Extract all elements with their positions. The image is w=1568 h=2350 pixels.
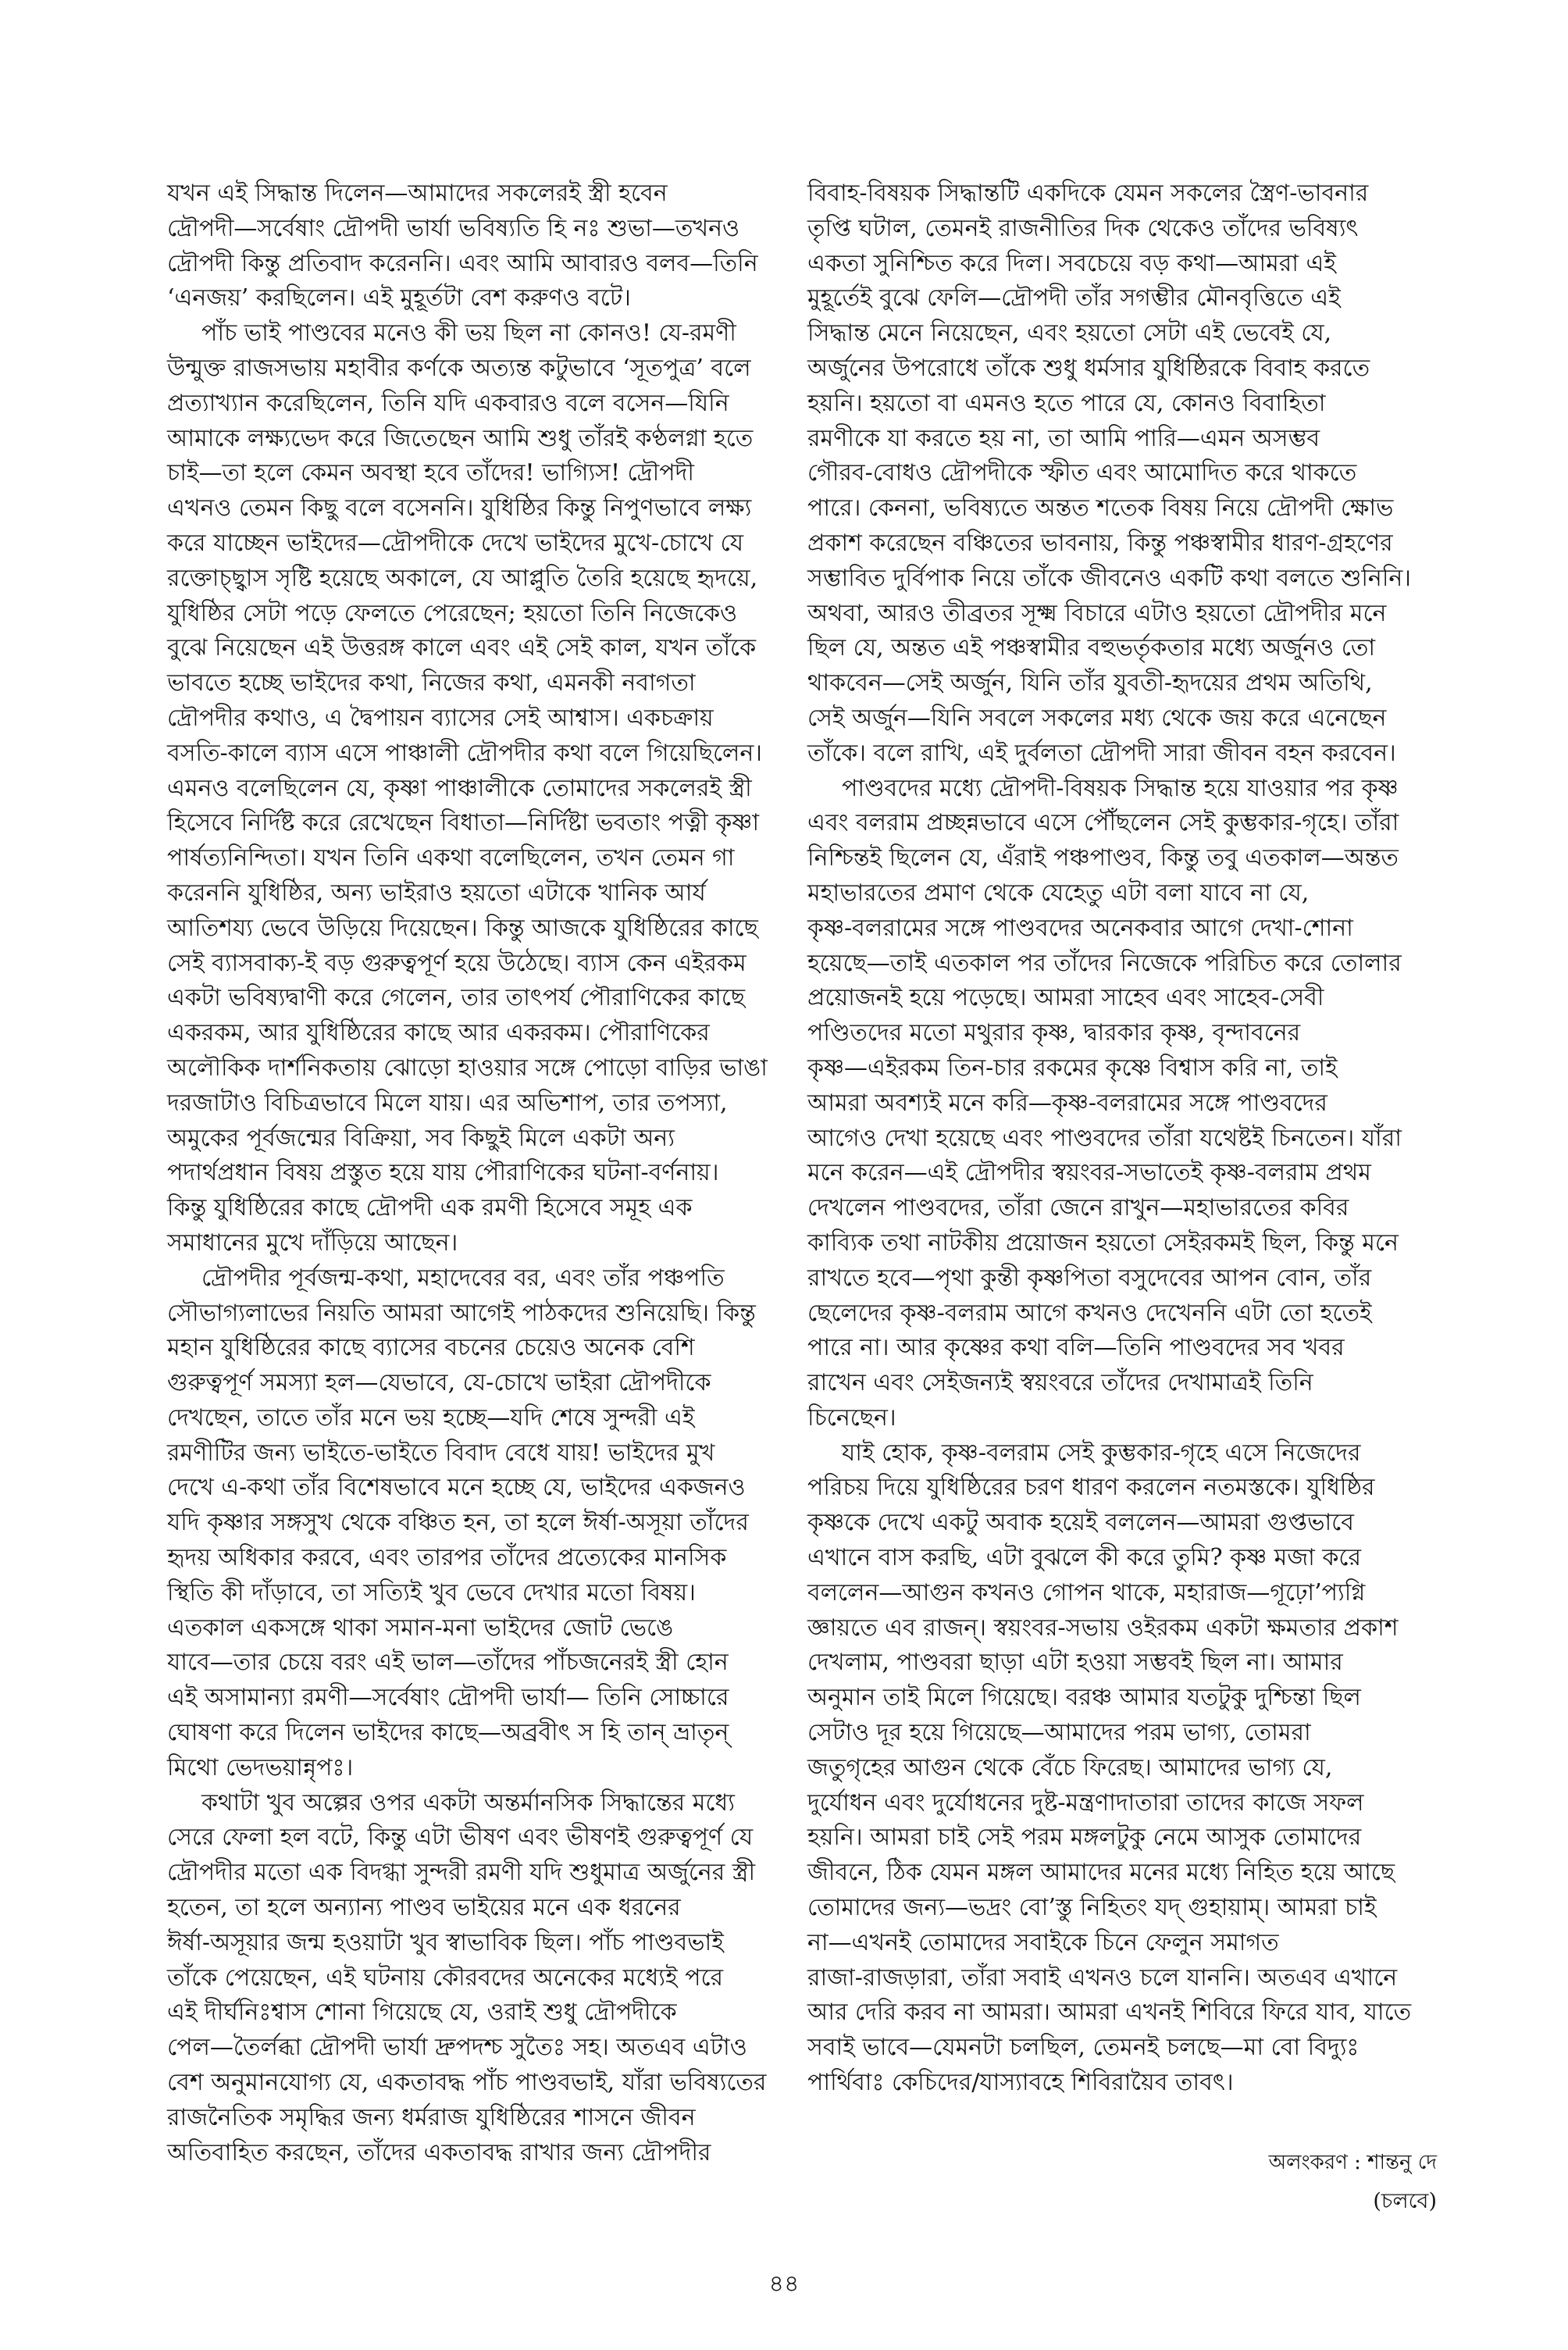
text-line: যুধিষ্ঠির সেটা পড়ে ফেলতে পেরেছেন; হয়তো তিনি নিজেকেও bbox=[167, 599, 738, 627]
text-line: প্রকাশ করেছেন বঞ্চিতের ভাবনায়, কিন্তু পঞ্চস্বামীর ধারণ-গ্রহণের bbox=[807, 529, 1393, 557]
text-line: কৃষ্ণ-বলরামের সঙ্গে পাণ্ডবদের অনেকবার আগে দেখা-শোনা bbox=[807, 914, 1353, 942]
text-line: হয়নি। আমরা চাই সেই পরম মঙ্গলটুকু নেমে আসুক তোমাদের bbox=[807, 1824, 1362, 1852]
text-line: এই অসামান্যা রমণী—সর্বেষাং দ্রৌপদী ভার্যা— তিনি সোচ্চারে bbox=[167, 1684, 729, 1712]
text-line: এই দীর্ঘনিঃশ্বাস শোনা গিয়েছে যে, ওরাই শুধু দ্রৌপদীকে bbox=[167, 1999, 677, 2027]
text-line: আর দেরি করব না আমরা। আমরা এখনই শিবিরে ফিরে যাব, যাতে bbox=[807, 1999, 1412, 2027]
text-line: কৃষ্ণকে দেখে একটু অবাক হয়েই বললেন—আমরা গুপ্তভাবে bbox=[807, 1509, 1354, 1537]
text-line: অলৌকিক দার্শনিকতায় ঝোড়ো হাওয়ার সঙ্গে পোড়ো বাড়ির ভাঙা bbox=[167, 1054, 768, 1082]
text-line: দ্রৌপদীর পূর্বজন্ম-কথা, মহাদেবের বর, এবং তাঁর পঞ্চপতি bbox=[201, 1264, 725, 1292]
text-line: একরকম, আর যুধিষ্ঠিরের কাছে আর একরকম। পৌরাণিকের bbox=[167, 1019, 710, 1047]
text-line: একতা সুনিশ্চিত করে দিল। সবচেয়ে বড় কথা—আমরা এই bbox=[807, 249, 1336, 277]
text-line: বেশ অনুমানযোগ্য যে, একতাবদ্ধ পাঁচ পাণ্ডবভাই, যাঁরা ভবিষ্যতের bbox=[167, 2069, 767, 2097]
text-line: বিবাহ-বিষয়ক সিদ্ধান্তটি একদিকে যেমন সকলের স্ত্রৈণ-ভাবনার bbox=[807, 180, 1369, 207]
text-line: অথবা, আরও তীব্রতর সূক্ষ্ম বিচারে এটাও হয়তো দ্রৌপদীর মনে bbox=[807, 599, 1387, 627]
text-line: অতিবাহিত করছেন, তাঁদের একতাবদ্ধ রাখার জন্য দ্রৌপদীর bbox=[167, 2138, 711, 2166]
text-line: জ্ঞায়তে এব রাজন্। স্বয়ংবর-সভায় ওইরকম একটা ক্ষমতার প্রকাশ bbox=[807, 1614, 1399, 1642]
text-line: ঘোষণা করে দিলেন ভাইদের কাছে—অব্রবীৎ স হি তান্ ভ্রাতৃন্ bbox=[167, 1719, 729, 1747]
text-line: অর্জুনের উপরোধে তাঁকে শুধু ধর্মসার যুধিষ্ঠিরকে বিবাহ করতে bbox=[807, 354, 1370, 382]
text-line: এখনও তেমন কিছু বলে বসেননি। যুধিষ্ঠির কিন্তু নিপুণভাবে লক্ষ্য bbox=[167, 494, 752, 522]
text-line: কাব্যিক তথা নাটকীয় প্রয়োজন হয়তো সেইরকমই ছিল, কিন্তু মনে bbox=[807, 1228, 1399, 1257]
text-line: সেটাও দূর হয়ে গিয়েছে—আমাদের পরম ভাগ্য, তোমরা bbox=[807, 1719, 1311, 1747]
text-line: করেননি যুধিষ্ঠির, অন্য ভাইরাও হয়তো এটাকে খানিক আর্য bbox=[167, 879, 706, 907]
text-line: কিন্তু যুধিষ্ঠিরের কাছে দ্রৌপদী এক রমণী হিসেবে সমূহ এক bbox=[167, 1194, 693, 1222]
illustration-credit: অলংকরণ : শান্তনু দে bbox=[1268, 2151, 1437, 2174]
text-line: কথাটা খুব অল্পের ওপর একটা অন্তর্মানসিক সিদ্ধান্তের মধ্যে bbox=[201, 1788, 735, 1817]
text-line: ছিল যে, অন্তত এই পঞ্চস্বামীর বহুভর্তৃকতার মধ্যে অর্জুনও তো bbox=[807, 634, 1376, 662]
text-line: হয়েছে—তাই এতকাল পর তাঁদের নিজেকে পরিচিত করে তোলার bbox=[807, 949, 1402, 977]
text-line: পদার্থপ্রধান বিষয় প্রস্তুত হয়ে যায় পৌরাণিকের ঘটনা-বর্ণনায়। bbox=[167, 1159, 719, 1187]
text-line: দ্রৌপদী—সর্বেষাং দ্রৌপদী ভার্যা ভবিষ্যতি হি নঃ শুভা—তখনও bbox=[167, 214, 740, 242]
paragraph bbox=[167, 316, 807, 1261]
text-line: রমণীকে যা করতে হয় না, তা আমি পারি—এমন অসম্ভব bbox=[807, 424, 1320, 452]
text-column-right bbox=[807, 177, 1448, 2101]
text-line: জীবনে, ঠিক যেমন মঙ্গল আমাদের মনের মধ্যে নিহিত হয়ে আছে bbox=[807, 1859, 1395, 1887]
paragraph bbox=[167, 1261, 807, 1786]
text-line: পারে। কেননা, ভবিষ্যতে অন্তত শতেক বিষয় নিয়ে দ্রৌপদী ক্ষোভ bbox=[807, 494, 1394, 522]
text-line: হয়নি। হয়তো বা এমনও হতে পারে যে, কোনও বিবাহিতা bbox=[807, 389, 1326, 417]
text-line: রক্তোচ্ছ্বাস সৃষ্টি হয়েছে অকালে, যে আপ্লুতি তৈরি হয়েছে হৃদয়ে, bbox=[167, 564, 758, 592]
text-line: তোমাদের জন্য—ভদ্রং বো’স্তু নিহিতং যদ্ গুহায়াম্। আমরা চাই bbox=[807, 1894, 1377, 1922]
text-line: সম্ভাবিত দুর্বিপাক নিয়ে তাঁকে জীবনেও একটি কথা বলতে শুনিনি। bbox=[807, 564, 1412, 592]
text-line: যদি কৃষ্ণার সঙ্গসুখ থেকে বঞ্চিত হন, তা হলে ঈর্ষা-অসূয়া তাঁদের bbox=[167, 1509, 749, 1537]
text-line: পার্ষত্যনিন্দিতা। যখন তিনি একথা বলেছিলেন, তখন তেমন গা bbox=[167, 844, 735, 872]
text-line: চিনেছেন। bbox=[807, 1403, 896, 1432]
text-line: কৃষ্ণ—এইরকম তিন-চার রকমের কৃষ্ণে বিশ্বাস করি না, তাই bbox=[807, 1054, 1338, 1082]
text-line: মিথো ভেদভয়ান্নৃপঃ। bbox=[167, 1753, 354, 1781]
text-line: হৃদয় অধিকার করবে, এবং তারপর তাঁদের প্রত্যেকের মানসিক bbox=[167, 1544, 727, 1572]
text-column-left bbox=[167, 177, 807, 2170]
text-line: দুর্যোধন এবং দুর্যোধনের দুষ্ট-মন্ত্রণাদাতারা তাদের কাজে সফল bbox=[807, 1788, 1364, 1817]
text-line: রাখতে হবে—পৃথা কুন্তী কৃষ্ণপিতা বসুদেবের আপন বোন, তাঁর bbox=[807, 1264, 1372, 1292]
text-line: থাকবেন—সেই অর্জুন, যিনি তাঁর যুবতী-হৃদয়ের প্রথম অতিথি, bbox=[807, 669, 1373, 697]
text-line: মনে করেন—এই দ্রৌপদীর স্বয়ংবর-সভাতেই কৃষ্ণ-বলরাম প্রথম bbox=[807, 1159, 1371, 1187]
text-line: দেখলেন পাণ্ডবদের, তাঁরা জেনে রাখুন—মহাভারতের কবির bbox=[807, 1194, 1349, 1222]
text-line: তাঁকে। বলে রাখি, এই দুর্বলতা দ্রৌপদী সারা জীবন বহন করবেন। bbox=[807, 739, 1396, 767]
text-line: রমণীটির জন্য ভাইতে-ভাইতে বিবাদ বেধে যায়! ভাইদের মুখ bbox=[167, 1439, 715, 1467]
text-line: না—এখনই তোমাদের সবাইকে চিনে ফেলুন সমাগত bbox=[807, 1928, 1279, 1956]
text-line: সিদ্ধান্ত মেনে নিয়েছেন, এবং হয়তো সেটা এই ভেবেই যে, bbox=[807, 319, 1332, 348]
text-line: এখানে বাস করছি, এটা বুঝলে কী করে তুমি? কৃষ্ণ মজা করে bbox=[807, 1544, 1361, 1572]
paragraph bbox=[167, 1786, 807, 2171]
text-line: প্রয়োজনই হয়ে পড়েছে। আমরা সাহেব এবং সাহেব-সেবী bbox=[807, 984, 1324, 1012]
text-line: সমাধানের মুখে দাঁড়িয়ে আছেন। bbox=[167, 1228, 458, 1257]
text-line: আতিশয্য ভেবে উড়িয়ে দিয়েছেন। কিন্তু আজকে যুধিষ্ঠিরের কাছে bbox=[167, 914, 758, 942]
text-line: ভাবতে হচ্ছে ভাইদের কথা, নিজের কথা, এমনকী নবাগতা bbox=[167, 669, 696, 697]
text-line: হিসেবে নির্দিষ্ট করে রেখেছেন বিধাতা—নির্দিষ্টা ভবতাং পত্নী কৃষ্ণা bbox=[167, 809, 760, 837]
to-be-continued-note: (চলবে) bbox=[1373, 2189, 1437, 2213]
text-line: সবাই ভাবে—যেমনটা চলছিল, তেমনই চলছে—মা বো বিদ্যুঃ bbox=[807, 2034, 1360, 2062]
text-line: তৃপ্তি ঘটাল, তেমনই রাজনীতির দিক থেকেও তাঁদের ভবিষ্যৎ bbox=[807, 214, 1359, 242]
text-line: এবং বলরাম প্রচ্ছন্নভাবে এসে পৌঁছলেন সেই কুম্ভকার-গৃহে। তাঁরা bbox=[807, 809, 1399, 837]
page-number: ৪৪ bbox=[768, 2270, 800, 2298]
text-line: রাজা-রাজড়ারা, তাঁরা সবাই এখনও চলে যাননি। অতএব এখানে bbox=[807, 1963, 1398, 1992]
text-line: মহান যুধিষ্ঠিরের কাছে ব্যাসের বচনের চেয়েও অনেক বেশি bbox=[167, 1334, 695, 1362]
text-line: যাই হোক, কৃষ্ণ-বলরাম সেই কুম্ভকার-গৃহে এসে নিজেদের bbox=[842, 1439, 1361, 1467]
text-line: দরজাটাও বিচিত্রভাবে মিলে যায়। এর অভিশাপ, তার তপস্যা, bbox=[167, 1089, 728, 1117]
text-line: বসতি-কালে ব্যাস এসে পাঞ্চালী দ্রৌপদীর কথা বলে গিয়েছিলেন। bbox=[167, 739, 763, 767]
text-line: তাঁকে পেয়েছেন, এই ঘটনায় কৌরবদের অনেকের মধ্যেই পরে bbox=[167, 1963, 724, 1992]
text-line: মুহূর্তেই বুঝে ফেলি—দ্রৌপদী তাঁর সগম্ভীর মৌনবৃত্তিতে এই bbox=[807, 284, 1341, 312]
text-line: চাই—তা হলে কেমন অবস্থা হবে তাঁদের! ভাগ্যিস! দ্রৌপদী bbox=[167, 459, 694, 487]
text-line: উন্মুক্ত রাজসভায় মহাবীর কর্ণকে অত্যন্ত কটুভাবে ‘সূতপুত্র’ বলে bbox=[167, 354, 751, 382]
text-line: অমুকের পূর্বজন্মের বিক্রিয়া, সব কিছুই মিলে একটা অন্য bbox=[167, 1124, 675, 1152]
paragraph bbox=[807, 177, 1448, 772]
text-line: করে যাচ্ছেন ভাইদের—দ্রৌপদীকে দেখে ভাইদের মুখে-চোখে যে bbox=[167, 529, 744, 557]
text-line: দেখলাম, পাণ্ডবরা ছাড়া এটা হওয়া সম্ভবই ছিল না। আমার bbox=[807, 1649, 1343, 1677]
text-line: গুরুত্বপূর্ণ সমস্যা হল—যেভাবে, যে-চোখে ভাইরা দ্রৌপদীকে bbox=[167, 1369, 711, 1397]
text-line: দ্রৌপদী কিন্তু প্রতিবাদ করেননি। এবং আমি আবারও বলব—তিনি bbox=[167, 249, 758, 277]
text-line: পারে না। আর কৃষ্ণের কথা বলি—তিনি পাণ্ডবদের সব খবর bbox=[807, 1334, 1345, 1362]
text-line: ‘এনজয়’ করছিলেন। এই মুহূর্তটা বেশ করুণও বটে। bbox=[167, 284, 631, 312]
text-line: আমরা অবশ্যই মনে করি—কৃষ্ণ-বলরামের সঙ্গে পাণ্ডবদের bbox=[807, 1089, 1327, 1117]
text-line: পাঁচ ভাই পাণ্ডবের মনেও কী ভয় ছিল না কোনও! যে-রমণী bbox=[201, 319, 736, 348]
paragraph bbox=[807, 772, 1448, 1436]
text-line: সৌভাগ্যলাভের নিয়তি আমরা আগেই পাঠকদের শুনিয়েছি। কিন্তু bbox=[167, 1299, 756, 1327]
text-line: যখন এই সিদ্ধান্ত দিলেন—আমাদের সকলেরই স্ত্রী হবেন bbox=[167, 180, 668, 207]
paragraph bbox=[807, 1436, 1448, 2101]
text-line: গৌরব-বোধও দ্রৌপদীকে স্ফীত এবং আমোদিত করে থাকতে bbox=[807, 459, 1357, 487]
text-line: সেই ব্যাসবাক্য-ই বড় গুরুত্বপূর্ণ হয়ে উঠেছে। ব্যাস কেন এইরকম bbox=[167, 949, 747, 977]
text-line: পরিচয় দিয়ে যুধিষ্ঠিরের চরণ ধারণ করলেন নতমস্তকে। যুধিষ্ঠির bbox=[807, 1474, 1375, 1502]
text-line: আগেও দেখা হয়েছে এবং পাণ্ডবদের তাঁরা যথেষ্টই চিনতেন। যাঁরা bbox=[807, 1124, 1402, 1152]
text-line: পার্থিবাঃ কেচিদের/যাস্যাবহে শিবিরায়ৈব তাবৎ। bbox=[807, 2069, 1234, 2097]
text-line: প্রত্যাখ্যান করেছিলেন, তিনি যদি একবারও বলে বসেন—যিনি bbox=[167, 389, 729, 417]
text-line: এতকাল একসঙ্গে থাকা সমান-মনা ভাইদের জোট ভেঙে bbox=[167, 1614, 674, 1642]
text-line: পণ্ডিতদের মতো মথুরার কৃষ্ণ, দ্বারকার কৃষ্ণ, বৃন্দাবনের bbox=[807, 1019, 1301, 1047]
text-line: ছেলেদের কৃষ্ণ-বলরাম আগে কখনও দেখেননি এটা তো হতেই bbox=[807, 1299, 1372, 1327]
text-line: বললেন—আগুন কখনও গোপন থাকে, মহারাজ—গূঢ়ো’প্যগ্নি bbox=[807, 1578, 1366, 1606]
text-line: দেখছেন, তাতে তাঁর মনে ভয় হচ্ছে—যদি শেষে সুন্দরী এই bbox=[167, 1403, 695, 1432]
text-line: পাণ্ডবদের মধ্যে দ্রৌপদী-বিষয়ক সিদ্ধান্ত হয়ে যাওয়ার পর কৃষ্ণ bbox=[842, 774, 1399, 802]
text-line: দেখে এ-কথা তাঁর বিশেষভাবে মনে হচ্ছে যে, ভাইদের একজনও bbox=[167, 1474, 746, 1502]
text-line: রাজনৈতিক সমৃদ্ধির জন্য ধর্মরাজ যুধিষ্ঠিরের শাসনে জীবন bbox=[167, 2103, 696, 2131]
paragraph bbox=[167, 177, 807, 316]
text-line: মহাভারতের প্রমাণ থেকে যেহেতু এটা বলা যাবে না যে, bbox=[807, 879, 1310, 907]
text-line: পেল—তৈর্লব্ধা দ্রৌপদী ভার্যা দ্রুপদশ্চ সুতৈঃ সহ। অতএব এটাও bbox=[167, 2034, 747, 2062]
text-line: রাখেন এবং সেইজন্যই স্বয়ংবরে তাঁদের দেখামাত্রই তিনি bbox=[807, 1369, 1313, 1397]
text-line: আমাকে লক্ষ্যভেদ করে জিতেছেন আমি শুধু তাঁরই কণ্ঠলগ্না হতে bbox=[167, 424, 754, 452]
text-line: সেরে ফেলা হল বটে, কিন্তু এটা ভীষণ এবং ভীষণই গুরুত্বপূর্ণ যে bbox=[167, 1824, 754, 1852]
text-line: দ্রৌপদীর কথাও, এ দ্বৈপায়ন ব্যাসের সেই আশ্বাস। একচক্রায় bbox=[167, 704, 714, 732]
text-line: যাবে—তার চেয়ে বরং এই ভাল—তাঁদের পাঁচজনেরই স্ত্রী হোন bbox=[167, 1649, 729, 1677]
text-line: নিশ্চিন্তই ছিলেন যে, এঁরাই পঞ্চপাণ্ডব, কিন্তু তবু এতকাল—অন্তত bbox=[807, 844, 1399, 872]
text-line: অনুমান তাই মিলে গিয়েছে। বরঞ্চ আমার যতটুকু দুশ্চিন্তা ছিল bbox=[807, 1684, 1361, 1712]
text-line: সেই অর্জুন—যিনি সবলে সকলের মধ্য থেকে জয় করে এনেছেন bbox=[807, 704, 1387, 732]
text-line: ঈর্ষা-অসূয়ার জন্ম হওয়াটা খুব স্বাভাবিক ছিল। পাঁচ পাণ্ডবভাই bbox=[167, 1928, 724, 1956]
text-line: একটা ভবিষ্যদ্বাণী করে গেলেন, তার তাৎপর্য পৌরাণিকের কাছে bbox=[167, 984, 746, 1012]
text-line: এমনও বলেছিলেন যে, কৃষ্ণা পাঞ্চালীকে তোমাদের সকলেরই স্ত্রী bbox=[167, 774, 752, 802]
text-line: বুঝে নিয়েছেন এই উত্তরঙ্গ কালে এবং এই সেই কাল, যখন তাঁকে bbox=[167, 634, 757, 662]
text-line: হতেন, তা হলে অন্যান্য পাণ্ডব ভাইয়ের মনে এক ধরনের bbox=[167, 1894, 681, 1922]
text-line: জতুগৃহের আগুন থেকে বেঁচে ফিরেছ। আমাদের ভাগ্য যে, bbox=[807, 1753, 1333, 1781]
text-line: স্থিতি কী দাঁড়াবে, তা সত্যিই খুব ভেবে দেখার মতো বিষয়। bbox=[167, 1578, 696, 1606]
text-line: দ্রৌপদীর মতো এক বিদগ্ধা সুন্দরী রমণী যদি শুধুমাত্র অর্জুনের স্ত্রী bbox=[167, 1859, 756, 1887]
